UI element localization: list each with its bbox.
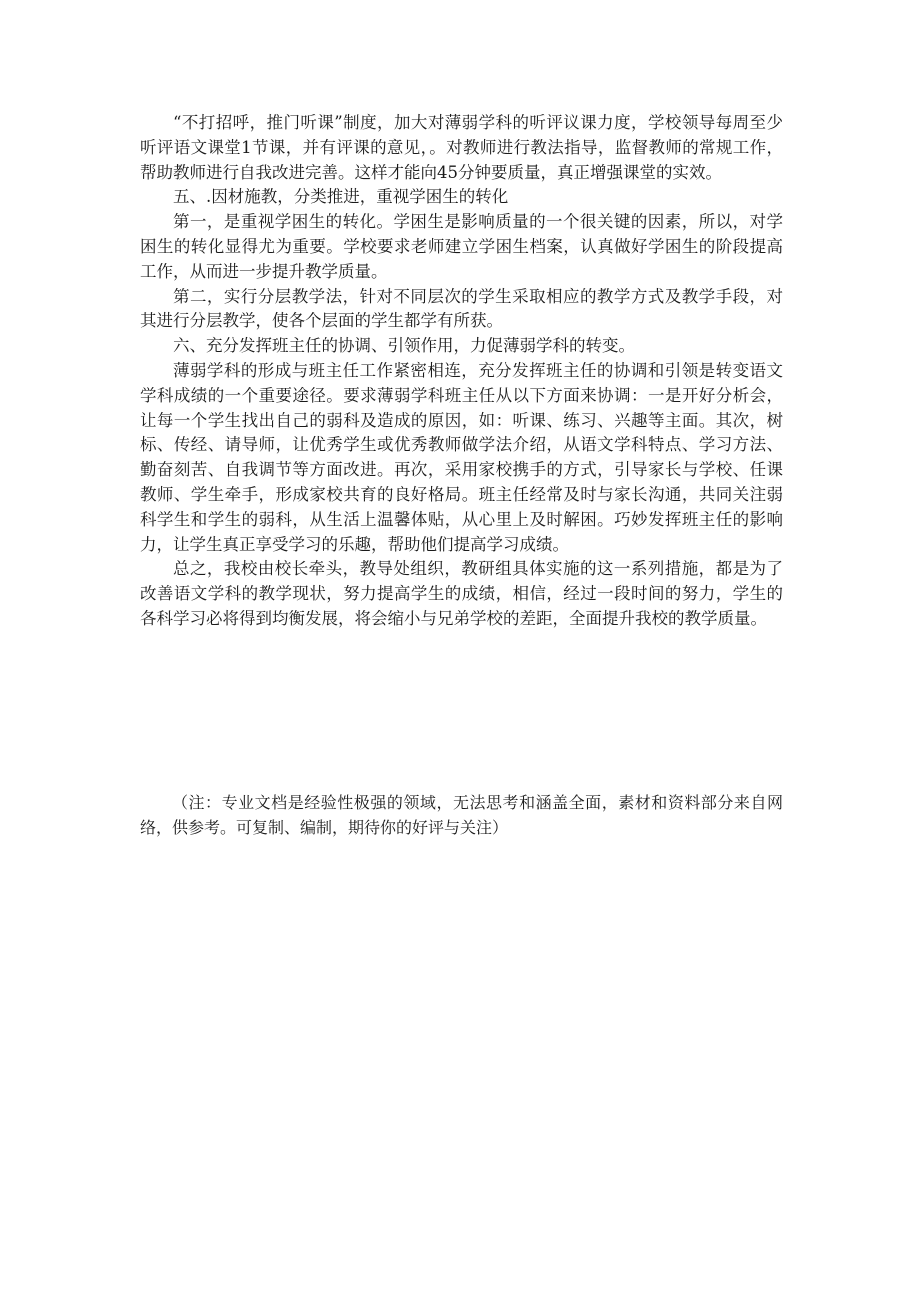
heading-section-five: 五、.因材施教，分类推进，重视学困生的转化: [173, 187, 509, 207]
document-note: （注：专业文档是经验性极强的领域，无法思考和涵盖全面，素材和资料部分来自网络，供参考。可复制、编制，期待你的好评与关注）: [140, 793, 783, 837]
paragraph-struggling-students: 第一，是重视学困生的转化。学困生是影响质量的一个很关键的因素，所以，对学困生的转化显得尤为重要。学校要求老师建立学困生档案，认真做好学困生的阶段提高工作，从而进一步提升教学质量。: [140, 212, 783, 281]
document-body: [140, 111, 783, 632]
paragraph-lesson-observation: “不打招呼，推门听课”制度，加大对薄弱学科的听评议课力度，学校领导每周至少听评语文课堂1节课，并有评课的意见，。对教师进行教法指导，监督教师的常规工作，帮助教师进行自我改进完善。这样才能向45分钟要质量，真正增强课堂的实效。: [140, 113, 783, 182]
paragraph-head-teacher-role: 薄弱学科的形成与班主任工作紧密相连，充分发挥班主任的协调和引领是转变语文学科成绩的一个重要途径。要求薄弱学科班主任从以下方面来协调：一是开好分析会，让每一个学生找出自己的弱科及造成的原因，如：听课、练习、兴趣等主面。其次，树标、传经、请导师，让优秀学生或优秀教师做学法介绍，从语文学科特点、学习方法、勤奋刻苦、自我调节等方面改进。再次，采用家校携手的方式，引导家长与学校、任课教师、学生牵手，形成家校共育的良好格局。班主任经常及时与家长沟通，共同关注弱科学生和学生的弱科，从生活上温馨体贴，从心里上及时解困。巧妙发挥班主任的影响力，让学生真正享受学习的乐趣，帮助他们提高学习成绩。: [140, 360, 783, 554]
paragraph-tiered-teaching: 第二，实行分层教学法，针对不同层次的学生采取相应的教学方式及教学手段，对其进行分层教学，使各个层面的学生都学有所获。: [140, 286, 783, 331]
heading-section-six: 六、充分发挥班主任的协调、引领作用，力促薄弱学科的转变。: [173, 336, 635, 356]
paragraph-conclusion: 总之，我校由校长牵头，教导处组织，教研组具体实施的这一系列措施，都是为了改善语文学科的教学现状，努力提高学生的成绩，相信，经过一段时间的努力，学生的各科学习必将得到均衡发展，将会缩小与兄弟学校的差距，全面提升我校的教学质量。: [140, 559, 783, 628]
